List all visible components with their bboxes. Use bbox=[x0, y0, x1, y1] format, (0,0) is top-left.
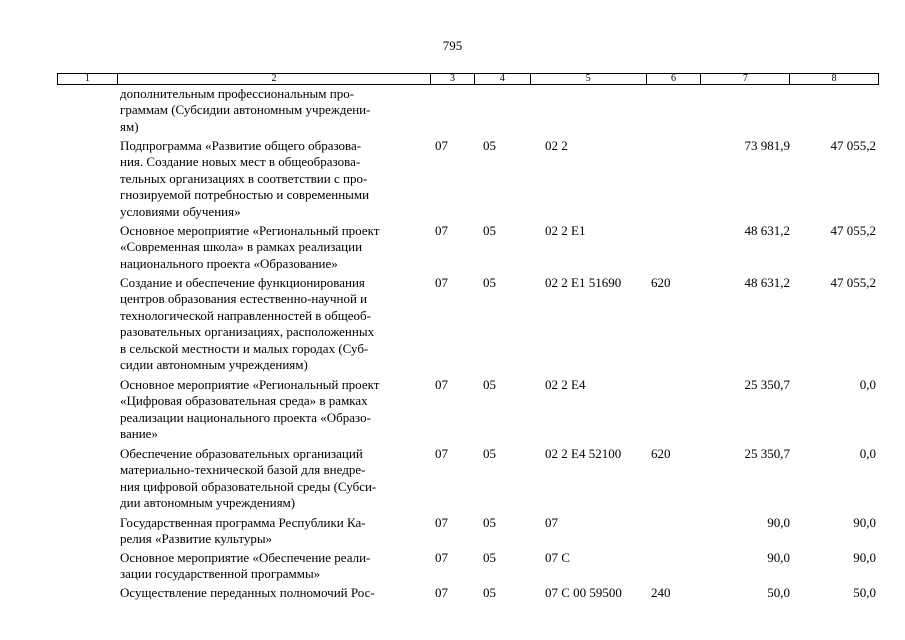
row-amount-2: 90,0 bbox=[853, 515, 876, 530]
row-amount-1: 90,0 bbox=[767, 515, 790, 530]
table-body bbox=[57, 86, 879, 605]
row-amount-1: 90,0 bbox=[767, 550, 790, 565]
row-expense-type: 620 bbox=[651, 446, 671, 461]
column-header-1: 1 bbox=[84, 73, 90, 84]
page-number: 795 bbox=[442, 38, 463, 53]
table-header-row bbox=[57, 73, 879, 85]
row-subsection: 05 bbox=[483, 585, 496, 600]
column-header-4: 4 bbox=[474, 74, 530, 84]
row-amount-1: 25 350,7 bbox=[744, 446, 790, 461]
row-section: 07 bbox=[435, 550, 448, 565]
row-amount-1: 48 631,2 bbox=[744, 275, 790, 290]
column-header-8: 8 bbox=[789, 74, 878, 84]
row-target-code: 07 C 00 59500 bbox=[545, 585, 622, 600]
row-target-code: 02 2 bbox=[545, 138, 568, 153]
row-expense-type: 620 bbox=[651, 275, 671, 290]
row-amount-2: 50,0 bbox=[853, 585, 876, 600]
column-header-6: 6 bbox=[646, 74, 701, 84]
row-name: Основное мероприятие «Региональный проект «Цифровая образовательная среда» в рамках реализации национального проекта «Образо- вание» bbox=[120, 377, 380, 442]
row-subsection: 05 bbox=[483, 377, 496, 392]
row-subsection: 05 bbox=[483, 138, 496, 153]
table-row bbox=[57, 275, 879, 377]
column-header-3: 3 bbox=[430, 74, 474, 84]
row-section: 07 bbox=[435, 585, 448, 600]
row-name: Обеспечение образовательных организаций материально-технической базой для внедре- ния цифровой образовательной среды (Субси- дии автономным учреждениям) bbox=[120, 446, 377, 511]
row-target-code: 02 2 E1 bbox=[545, 223, 586, 238]
row-name: Основное мероприятие «Региональный проект «Современная школа» в рамках реализации национального проекта «Образование» bbox=[120, 223, 380, 271]
column-header-7: 7 bbox=[700, 74, 789, 84]
row-target-code: 02 2 E1 51690 bbox=[545, 275, 622, 290]
row-amount-2: 47 055,2 bbox=[830, 275, 876, 290]
row-target-code: 07 bbox=[545, 515, 558, 530]
row-name: Создание и обеспечение функционирования центров образования естественно-научной и технологической направленностей в общеоб- разовательных организациях, расположенных в сельской местности и малых городах (Суб- сидии автономным учреждениям) bbox=[120, 275, 375, 373]
row-target-code: 02 2 E4 52100 bbox=[545, 446, 622, 461]
row-target-code: 07 C bbox=[545, 550, 570, 565]
row-amount-1: 25 350,7 bbox=[744, 377, 790, 392]
row-expense-type: 240 bbox=[651, 585, 671, 600]
table-row bbox=[57, 86, 879, 138]
table-row bbox=[57, 377, 879, 446]
table-row bbox=[57, 585, 879, 605]
row-subsection: 05 bbox=[483, 446, 496, 461]
row-section: 07 bbox=[435, 275, 448, 290]
row-name: Основное мероприятие «Обеспечение реали- зации государственной программы» bbox=[120, 550, 371, 582]
row-name: Подпрограмма «Развитие общего образова- ния. Создание новых мест в общеобразова- тельных организациях в соответствии с про- гнозируемой потребностью и современными условиями обучения» bbox=[120, 138, 370, 219]
row-name: Государственная программа Республики Ка- релия «Развитие культуры» bbox=[120, 515, 366, 547]
table-row bbox=[57, 446, 879, 515]
row-amount-2: 47 055,2 bbox=[830, 223, 876, 238]
row-subsection: 05 bbox=[483, 275, 496, 290]
row-subsection: 05 bbox=[483, 223, 496, 238]
row-amount-2: 47 055,2 bbox=[830, 138, 876, 153]
row-subsection: 05 bbox=[483, 550, 496, 565]
table-row bbox=[57, 515, 879, 550]
column-header-5: 5 bbox=[530, 74, 646, 84]
table-row bbox=[57, 550, 879, 585]
row-target-code: 02 2 E4 bbox=[545, 377, 586, 392]
row-section: 07 bbox=[435, 223, 448, 238]
row-amount-1: 48 631,2 bbox=[744, 223, 790, 238]
table-row bbox=[57, 138, 879, 223]
table-row bbox=[57, 223, 879, 275]
row-section: 07 bbox=[435, 138, 448, 153]
row-name: Осуществление переданных полномочий Рос- bbox=[120, 585, 375, 600]
row-subsection: 05 bbox=[483, 515, 496, 530]
row-section: 07 bbox=[435, 377, 448, 392]
row-amount-2: 0,0 bbox=[859, 446, 876, 461]
row-section: 07 bbox=[435, 446, 448, 461]
row-amount-1: 73 981,9 bbox=[744, 138, 790, 153]
row-amount-2: 90,0 bbox=[853, 550, 876, 565]
row-amount-1: 50,0 bbox=[767, 585, 790, 600]
row-amount-2: 0,0 bbox=[859, 377, 876, 392]
row-name: дополнительным профессиональным про- граммам (Субсидии автономным учреждени- ям) bbox=[120, 86, 371, 134]
column-header-2: 2 bbox=[117, 74, 430, 84]
row-section: 07 bbox=[435, 515, 448, 530]
